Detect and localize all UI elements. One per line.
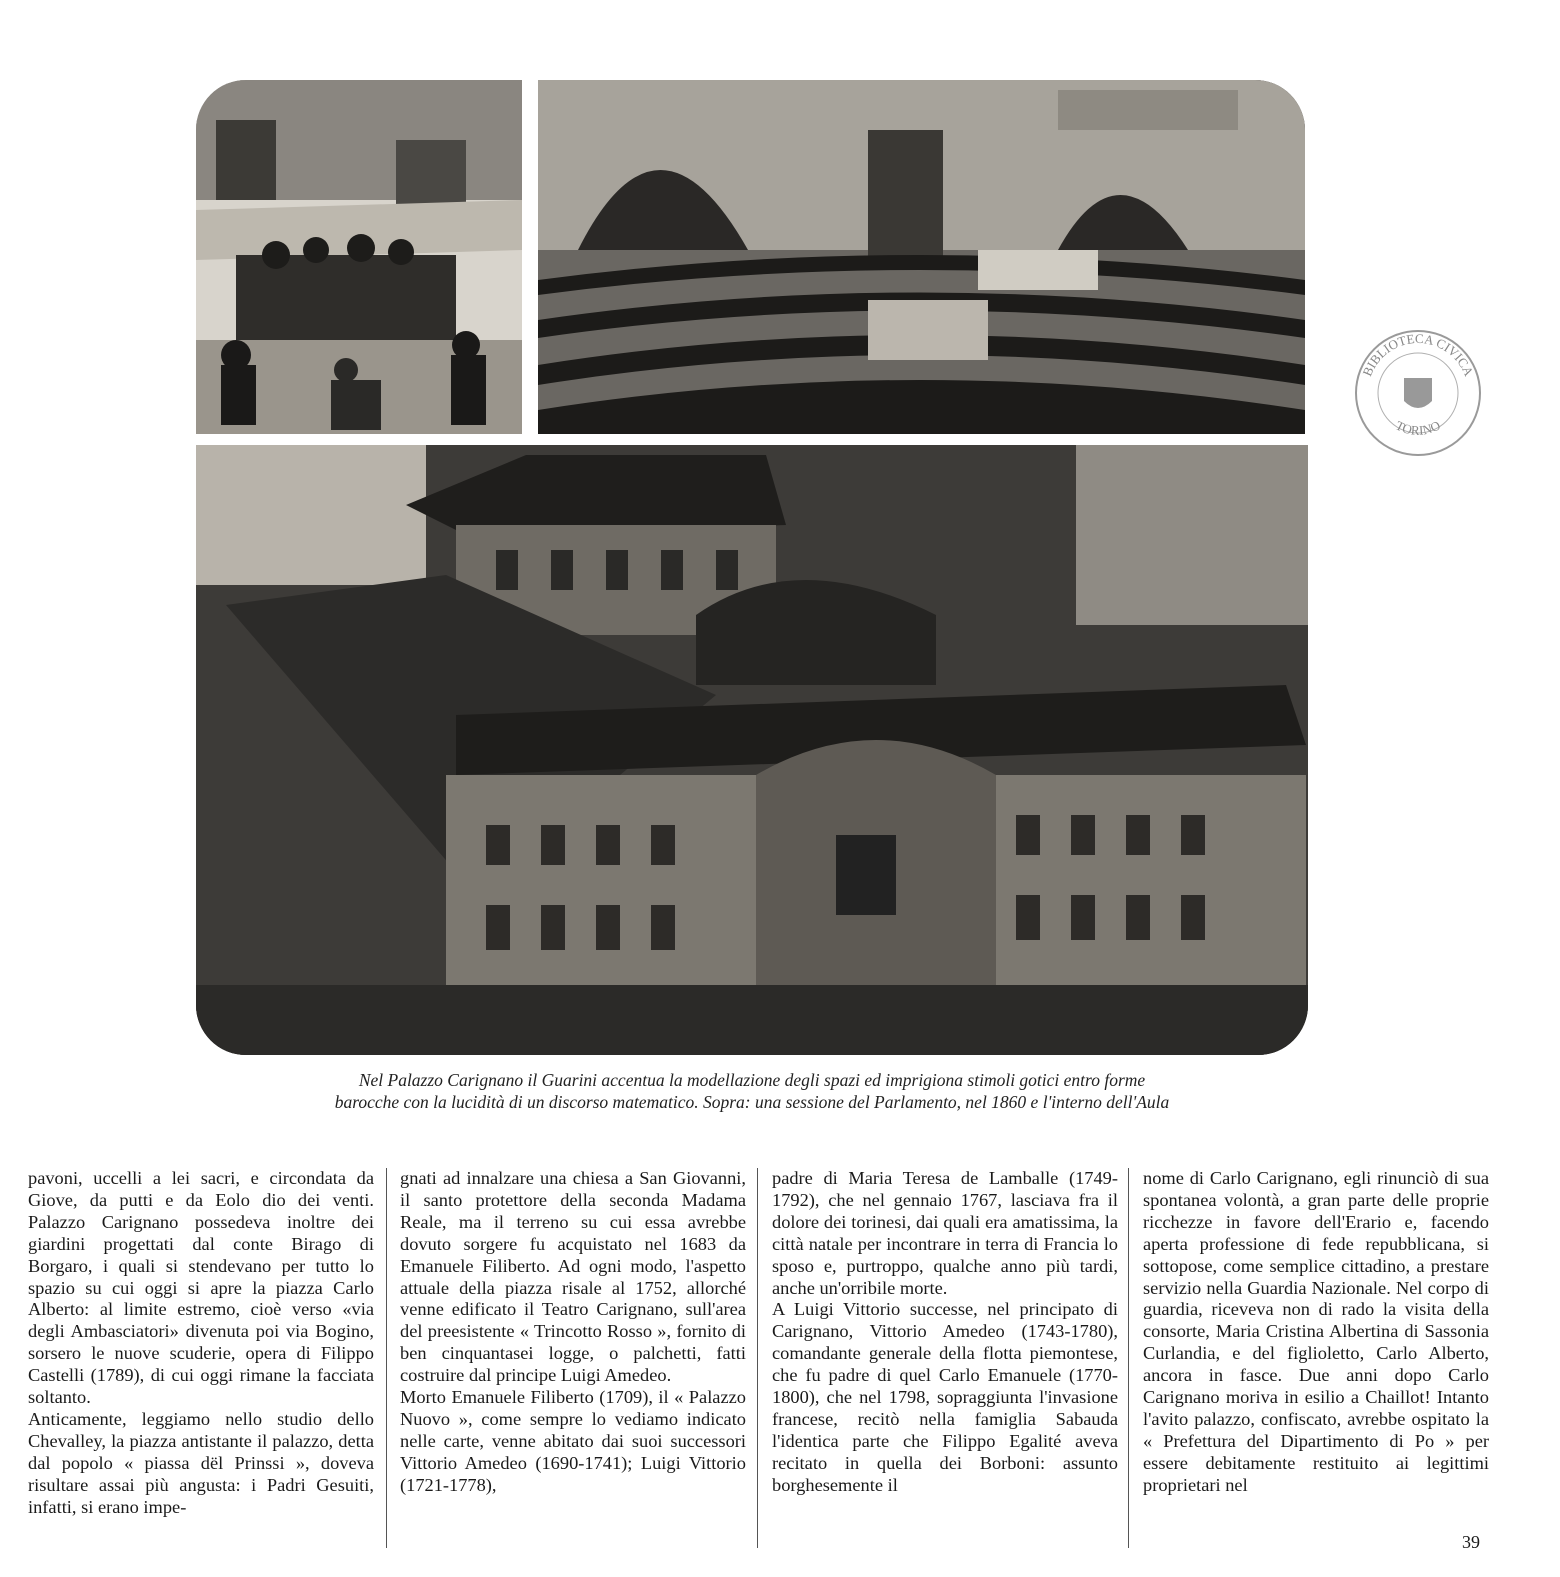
- photo-palazzo-carignano-aerial: [196, 445, 1308, 1055]
- aula-illustration: [538, 80, 1305, 434]
- page-number: 39: [1462, 1532, 1480, 1552]
- caption-line-2: barocche con la lucidità di un discorso matematico. Sopra: una sessione del Parlamento, nel 1860 e l'interno dell'Aula: [334, 1092, 1170, 1112]
- engraving-illustration: [196, 80, 522, 434]
- column-divider: [386, 1168, 387, 1548]
- aerial-illustration: [196, 445, 1308, 1055]
- caption-line-1: Nel Palazzo Carignano il Guarini accentua la modellazione degli spazi ed imprigiona stimoli gotici entro forme: [358, 1070, 1146, 1090]
- figure-caption: [196, 1069, 1308, 1113]
- stamp-text-top: BIBLIOTECA CIVICA: [1359, 330, 1477, 379]
- text-column-2: gnati ad innalzare una chiesa a San Giovanni, il santo protettore della seconda Madama Reale, ma il terreno su cui essa avrebbe dovuto sorgere fu acquistato nel 1683 da Emanuele Filiberto. Ad ogni modo, l'aspetto attuale della piazza risale al 1752, allorché venne edificato il Teatro Carignano, sull'area del preesistente « Trincotto Rosso », fornito di ben cinquantasei logge, o palchetti, fatti costruire dal principe Luigi Amedeo. Morto Emanuele Filiberto (1709), il « Palazzo Nuovo », come sempre lo vediamo indicato nelle carte, venne abitato dai suoi successori Vittorio Amedeo (1690-1741); Luigi Vittorio (1721-1778),: [400, 1168, 746, 1495]
- photo-parliament-session: [196, 80, 522, 434]
- coat-of-arms-icon: [1404, 378, 1432, 408]
- column-divider: [1128, 1168, 1129, 1548]
- text-column-3: padre di Maria Teresa de Lamballe (1749-1792), che nel gennaio 1767, lasciava fra il dolore dei torinesi, dai quali era amatissima, la città natale per incontrare in terra di Francia lo sposo e, purtroppo, qualche anno più tardi, anche un'orribile morte. A Luigi Vittorio successe, nel principato di Carignano, Vittorio Amedeo (1743-1780), comandante generale della flotta piemontese, che fu padre di quel Carlo Emanuele (1770-1800), che nel 1798, sopraggiunta l'invasione francese, recitò nella famiglia Sabauda l'identica parte che Filippo Egalité aveva recitato in quella dei Borboni: assunto borghesemente il: [772, 1168, 1118, 1495]
- column-divider: [757, 1168, 758, 1548]
- stamp-text-bottom: TORINO: [1393, 417, 1443, 438]
- text-column-4: nome di Carlo Carignano, egli rinunciò di sua spontanea volontà, a gran parte delle proprie ricchezze in favore dell'Erario e, facendo aperta professione di fede repubblicana, si sottopose, come semplice cittadino, a prestare servizio nella Guardia Nazionale. Nel corpo di guardia, riceveva non di rado la visita della consorte, Maria Cristina Albertina di Sassonia Curlandia, e del figlioletto, Carlo Alberto, ancora in fasce. Due anni dopo Carlo Carignano moriva in esilio a Chaillot! Intanto l'avito palazzo, confiscato, avrebbe ospitato la « Prefettura del Dipartimento di Po » per essere debitamente restituito ai legittimi proprietari nel: [1143, 1168, 1489, 1495]
- photo-aula-interior: [538, 80, 1305, 434]
- library-stamp: [1348, 323, 1488, 463]
- text-column-1: pavoni, uccelli a lei sacri, e circondata da Giove, da putti e da Eolo dio dei venti. Palazzo Carignano possedeva inoltre dei giardini progettati dal conte Birago di Borgaro, i quali si stendevano per tutto lo spazio su cui oggi si apre la piazza Carlo Alberto: al limite estremo, cioè verso «via degli Ambasciatori» divenuta poi via Bogino, sorsero le nuove scuderie, opera di Filippo Castelli (1789), di cui oggi rimane la facciata soltanto. Anticamente, leggiamo nello studio dello Chevalley, la piazza antistante il palazzo, detta dal popolo « piassa dël Prinssi », doveva risultare assai più angusta: i Padri Gesuiti, infatti, si erano impe-: [28, 1168, 374, 1517]
